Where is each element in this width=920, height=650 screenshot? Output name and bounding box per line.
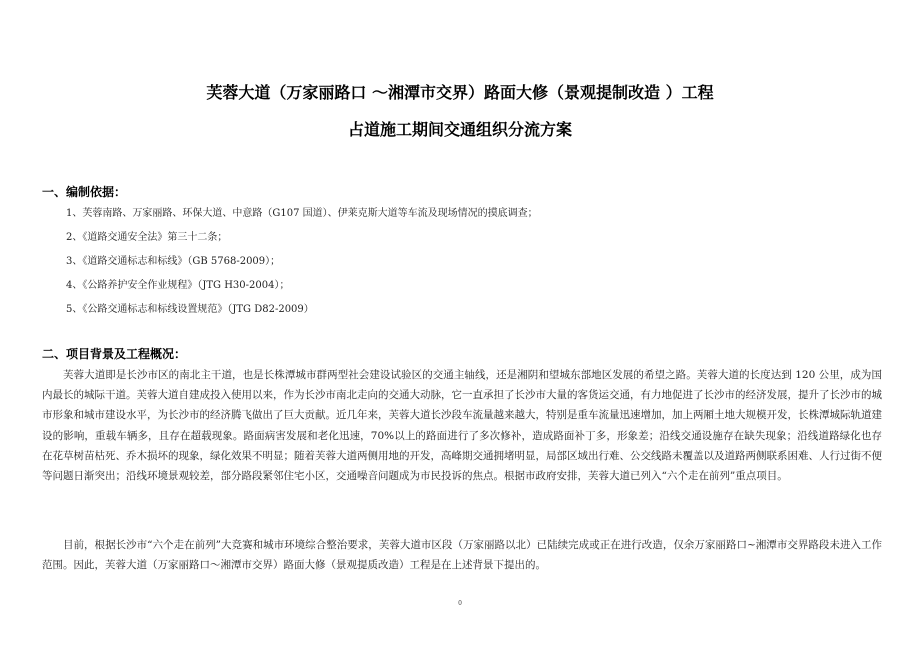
basis-list-item: 1、芙蓉南路、万家丽路、环保大道、中意路（G107 国道）、伊莱克斯大道等车流及现场情况的摸底调查； xyxy=(66,208,538,219)
background-paragraph: 芙蓉大道即是长沙市区的南北主干道，也是长株潭城市群两型社会建设试验区的交通主轴线，还是湘阴和望城东部地区发展的希望之路。芙蓉大道的长度达到 120 公里，成为国内最长的城际干道。芙蓉大道自建成投入使用以来，作为长沙市南北走向的交通大动脉，它一直承担了长沙市大量的客货运交通，有力地促进了长沙市的经济发展，提升了长沙市的城市形象和城市建设水平，为长沙市的经济腾飞做出了巨大贡献。近几年来，芙蓉大道长沙段车流量越来越大，特别是重车流量迅速增加，加上两厢土地大规模开发，长株潭城际轨道建设的影响，重载车辆多，且存在超载现象。路面病害发展和老化迅速，70%以上的路面进行了多次修补，造成路面补丁多，形象差；沿线交通设施存在缺失现象；沿线道路绿化也存在花草树苗枯死、乔木损坏的现象，绿化效果不明显；随着芙蓉大道两侧用地的开发，高峰期交通拥堵明显，局部区域出行难、公交线路未覆盖以及道路两侧联系困难、人行过街不便等问题日渐突出；沿线环境景观较差，部分路段紧邻住宅小区，交通噪音问题成为市民投诉的焦点。根据市政府安排，芙蓉大道已列入“六个走在前列”重点项目。 xyxy=(42,369,882,483)
page-number: 0 xyxy=(458,600,462,607)
section-heading-background: 二、项目背景及工程概况： xyxy=(42,347,187,361)
basis-list-item: 4、《公路养护安全作业规程》（JTG H30-2004）； xyxy=(66,280,290,291)
document-title-line-2: 占道施工期间交通组织分流方案 xyxy=(347,120,572,139)
basis-list xyxy=(66,202,538,322)
basis-list-item: 3、《道路交通标志和标线》（GB 5768-2009）； xyxy=(66,256,281,267)
background-paragraph: 目前，根据长沙市“六个走在前列”大竞赛和城市环境综合整治要求，芙蓉大道市区段（万家丽路以北）已陆续完成或正在进行改造，仅余万家丽路口~湘潭市交界路段未进入工作范围。因此，芙蓉大道（万家丽路口～湘潭市交界）路面大修（景观提质改造）工程是在上述背景下提出的。 xyxy=(42,539,882,572)
document-title-line-1: 芙蓉大道（万家丽路口 ～湘潭市交界）路面大修（景观提制改造 ）工程 xyxy=(206,83,714,102)
basis-list-item: 5、《公路交通标志和标线设置规范》（JTG D82-2009） xyxy=(66,304,314,315)
basis-list-item: 2、《道路交通安全法》第三十二条； xyxy=(66,232,228,243)
section-heading-basis: 一、编制依据： xyxy=(42,185,127,199)
